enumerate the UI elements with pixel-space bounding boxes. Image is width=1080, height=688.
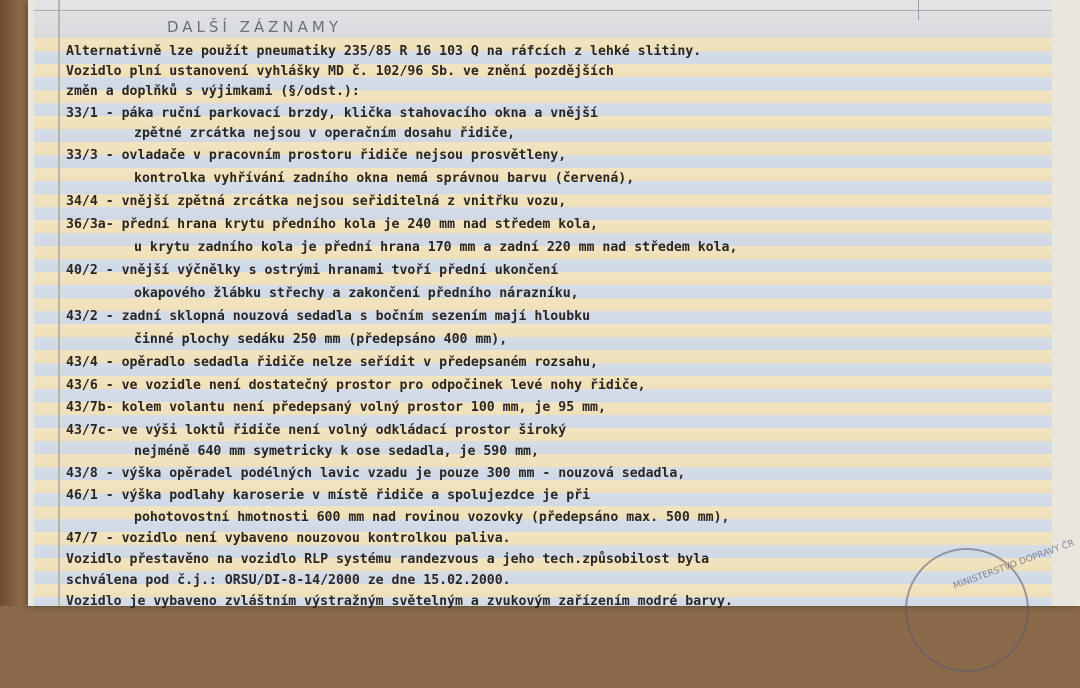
header-top-line: [34, 10, 1052, 11]
text-line: pohotovostní hmotnosti 600 mm nad rovinou vozovky (předepsáno max. 500 mm),: [134, 510, 730, 525]
text-line: kontrolka vyhřívání zadního okna nemá správnou barvu (červená),: [134, 171, 635, 186]
text-line: Alternativně lze použít pneumatiky 235/85 R 16 103 Q na ráfcích z lehké slitiny.: [66, 44, 702, 59]
section-title: DALŠÍ ZÁZNAMY: [167, 18, 343, 36]
text-line: Vozidlo přestavěno na vozidlo RLP systému randezvous a jeho tech.způsobilost byla: [66, 552, 710, 567]
text-line: 33/1 - páka ruční parkovací brzdy, klička stahovacího okna a vnější: [66, 106, 598, 121]
left-margin-rule: [58, 0, 60, 606]
text-line: 40/2 - vnější výčnělky s ostrými hranami tvoří přední ukončení: [66, 263, 559, 278]
text-line: 43/7b- kolem volantu není předepsaný volný prostor 100 mm, je 95 mm,: [66, 400, 606, 415]
text-line: nejméně 640 mm symetricky k ose sedadla, je 590 mm,: [134, 444, 539, 459]
stamp-text: MINISTERSTVO DOPRAVY ČR: [952, 538, 1076, 592]
text-line: Vozidlo je vybaveno zvláštním výstražným světelným a zvukovým zařízením modré barvy.: [66, 594, 733, 609]
text-line: u krytu zadního kola je přední hrana 170 mm a zadní 220 mm nad středem kola,: [134, 240, 738, 255]
header-divider: [918, 0, 919, 20]
text-line: 43/8 - výška opěradel podélných lavic vzadu je pouze 300 mm - nouzová sedadla,: [66, 466, 686, 481]
text-line: 47/7 - vozidlo není vybaveno nouzovou kontrolkou paliva.: [66, 531, 511, 546]
text-line: 43/4 - opěradlo sedadla řidiče nelze seřídit v předepsaném rozsahu,: [66, 355, 598, 370]
text-line: 33/3 - ovladače v pracovním prostoru řidiče nejsou prosvětleny,: [66, 148, 567, 163]
text-line: 36/3a- přední hrana krytu předního kola je 240 mm nad středem kola,: [66, 217, 598, 232]
text-line: 43/6 - ve vozidle není dostatečný prostor pro odpočinek levé nohy řidiče,: [66, 378, 646, 393]
text-line: Vozidlo plní ustanovení vyhlášky MD č. 102/96 Sb. ve znění pozdějších: [66, 64, 614, 79]
text-line: schválena pod č.j.: ORSU/DI-8-14/2000 ze dne 15.02.2000.: [66, 573, 511, 588]
text-line: 43/2 - zadní sklopná nouzová sedadla s bočním sezením mají hloubku: [66, 309, 591, 324]
text-line: zpětné zrcátka nejsou v operačním dosahu řidiče,: [134, 126, 516, 141]
text-line: okapového žlábku střechy a zakončení předního nárazníku,: [134, 286, 579, 301]
text-line: 34/4 - vnější zpětná zrcátka nejsou seřiditelná z vnitřku vozu,: [66, 194, 567, 209]
text-line: činné plochy sedáku 250 mm (předepsáno 400 mm),: [134, 332, 508, 347]
text-line: 46/1 - výška podlahy karoserie v místě řidiče a spolujezdce je při: [66, 488, 591, 503]
text-line: změn a doplňků s výjimkami (§/odst.):: [66, 84, 360, 99]
text-line: 43/7c- ve výši loktů řidiče není volný odkládací prostor široký: [66, 423, 567, 438]
